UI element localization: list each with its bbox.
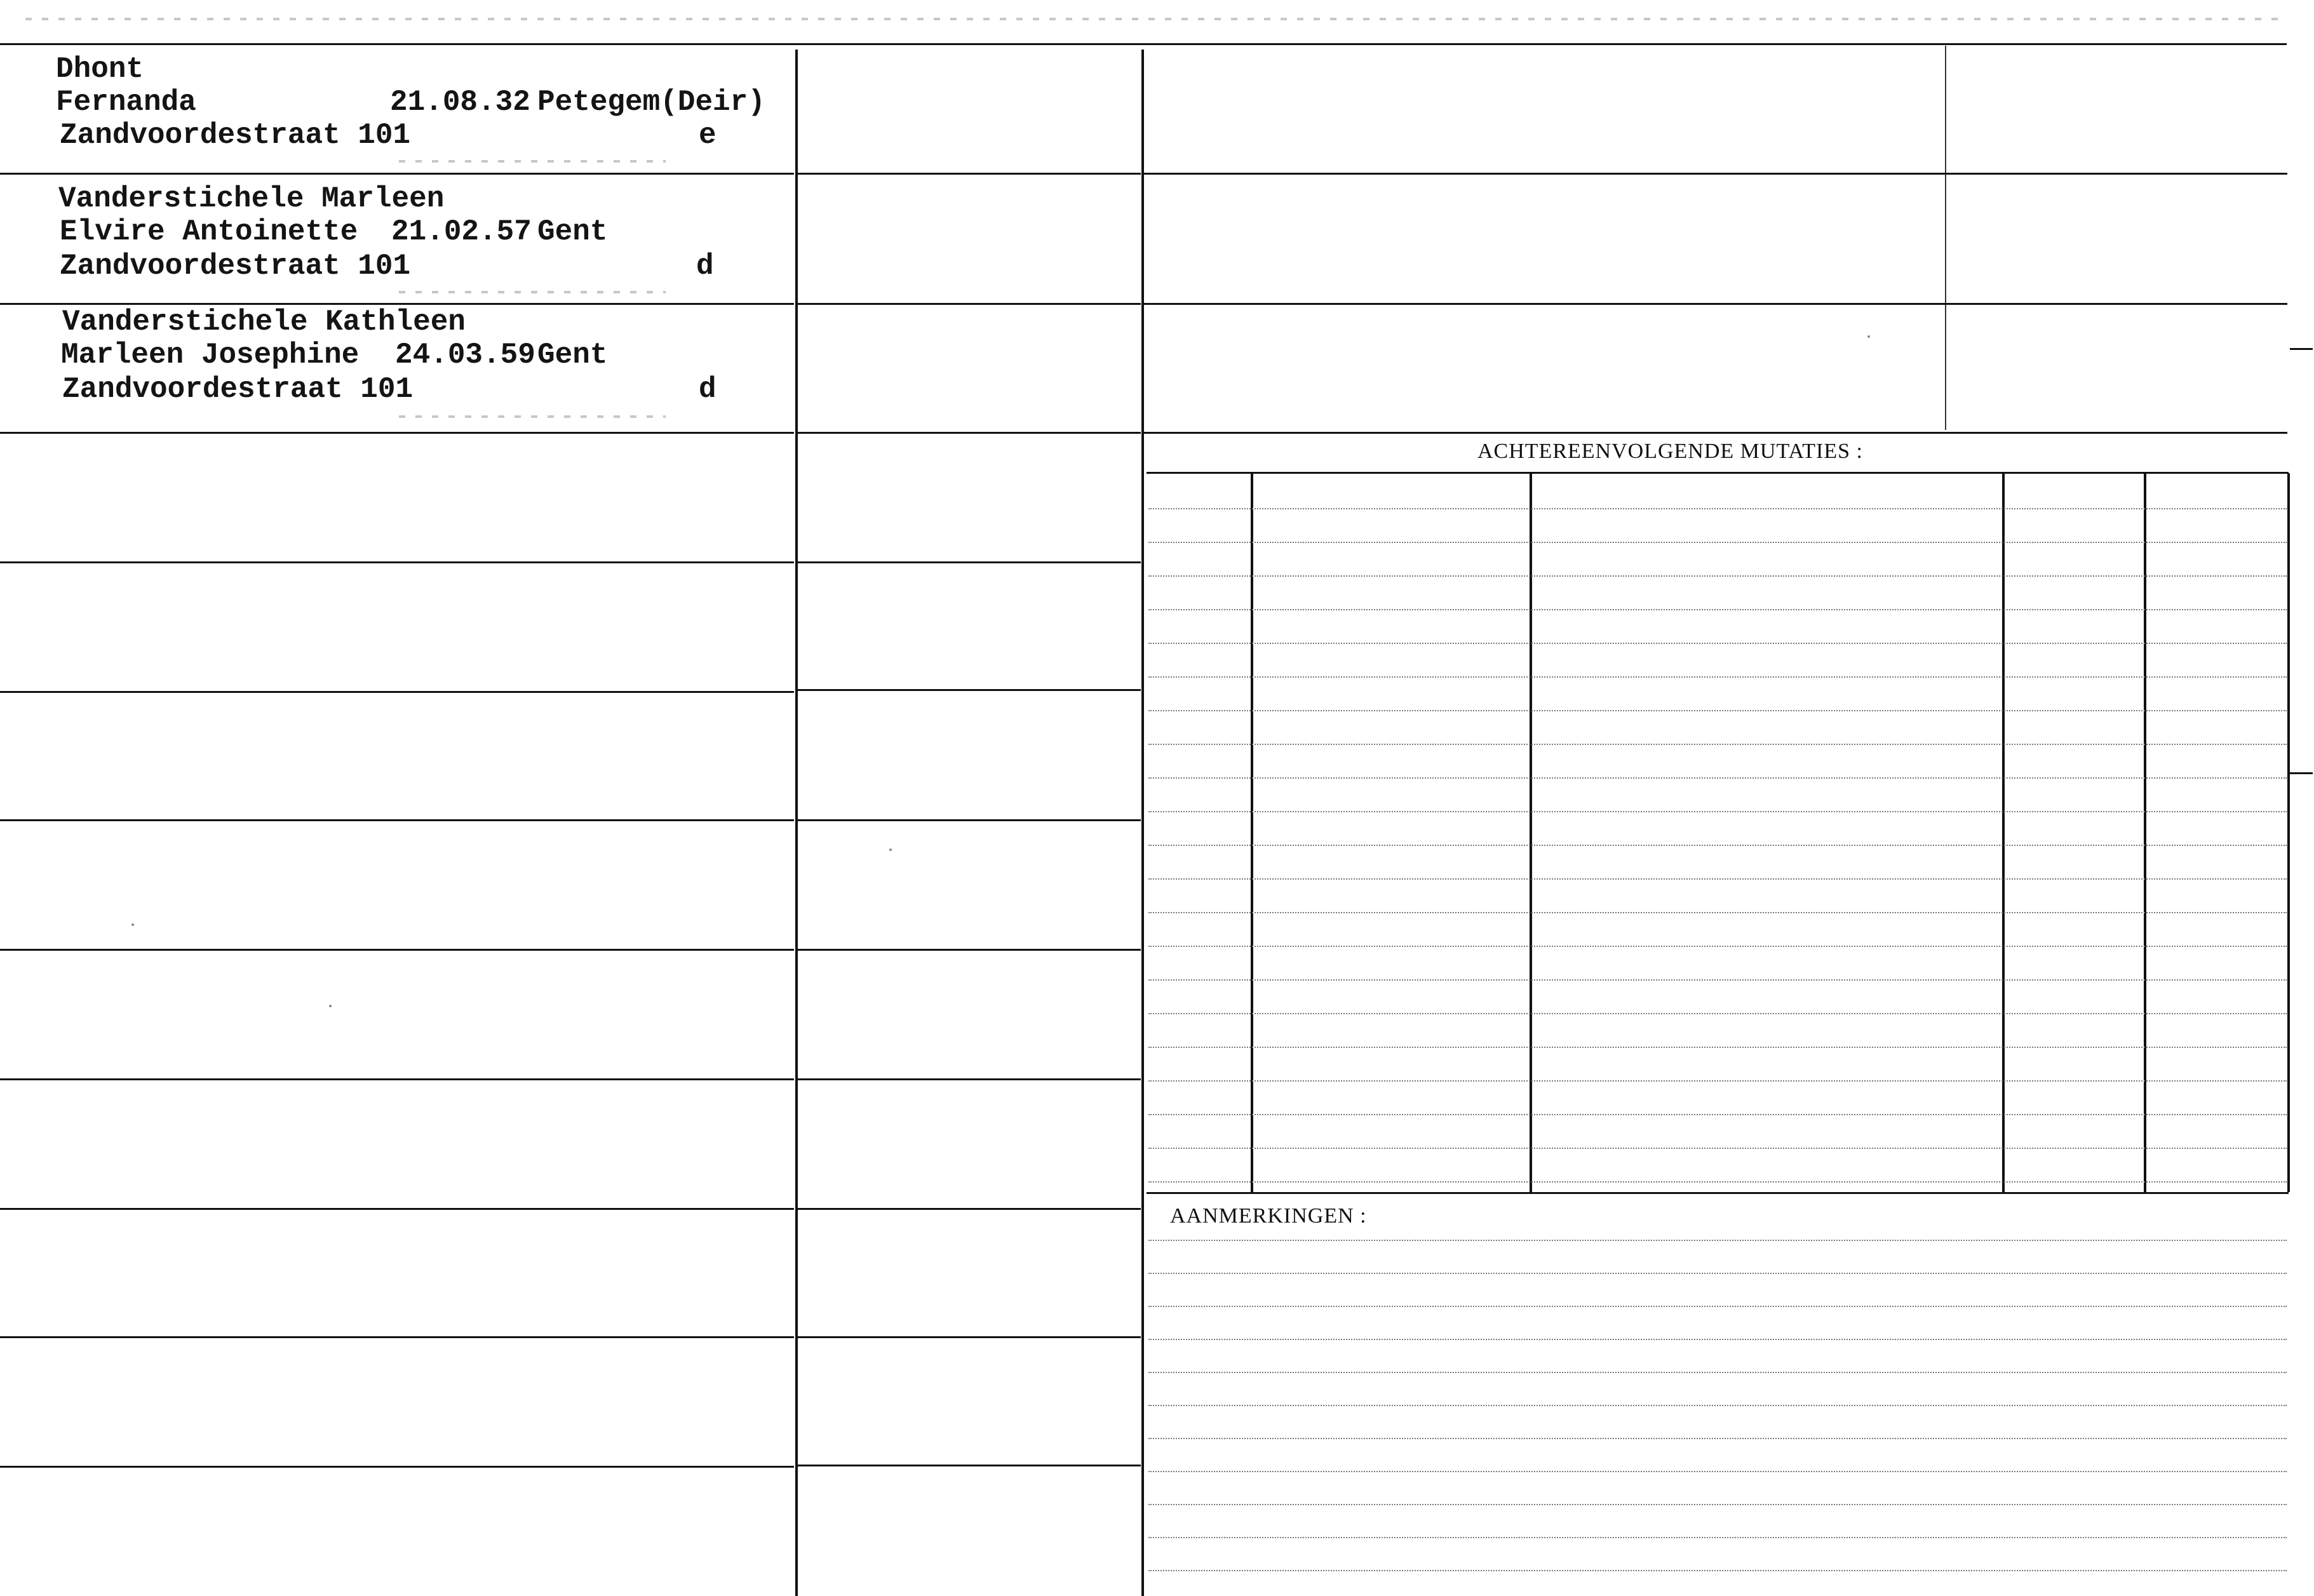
entry-1-surname: Dhont: [56, 53, 144, 86]
mutations-rule-line: [1148, 1114, 2287, 1115]
mutations-rule-line: [1148, 676, 2287, 678]
mutations-col-1: [1251, 473, 1253, 1192]
mid-row-line-6: [798, 819, 1141, 821]
row-line-10: [0, 1336, 794, 1338]
column-divider-2: [1141, 50, 1144, 1596]
mid-row-line-11: [798, 1465, 1141, 1466]
mutations-rule-line: [1148, 609, 2287, 610]
mutations-rule-line: [1148, 1080, 2287, 1082]
entry-1-code: e: [699, 119, 716, 152]
remarks-rule-line: [1148, 1306, 2287, 1307]
row-line-1: [0, 173, 794, 175]
row-line-3: [0, 432, 794, 434]
entry-1-address: Zandvoordestraat 101: [60, 119, 411, 152]
entry-3-surname: Vanderstichele Kathleen: [62, 305, 466, 339]
entry-3-birth-place: Gent: [537, 339, 608, 372]
mutations-rule-line: [1148, 1181, 2287, 1183]
mutations-col-4: [2144, 473, 2146, 1192]
mutations-rule-line: [1148, 508, 2287, 509]
entry-3-code: d: [699, 373, 716, 406]
mid-row-line-9: [798, 1208, 1141, 1210]
remarks-rule-line: [1148, 1339, 2287, 1340]
entry-2-given-names: Elvire Antoinette: [60, 215, 358, 248]
row-line-2: [0, 303, 794, 305]
entry-1-birth-date: 21.08.32: [390, 86, 530, 119]
remarks-rule-line: [1148, 1372, 2287, 1373]
row-line-4: [0, 561, 794, 563]
entry-2-birth-date: 21.02.57: [391, 215, 532, 248]
mid-row-line-8: [798, 1078, 1141, 1080]
row-line-5: [0, 691, 794, 693]
column-divider-3: [1945, 46, 1946, 430]
remarks-rule-line: [1148, 1504, 2287, 1505]
entry-2-code: d: [696, 250, 714, 283]
entry-2-birth-place: Gent: [537, 215, 608, 248]
entry-3-address: Zandvoordestraat 101: [62, 373, 414, 406]
remarks-rule-line: [1148, 1537, 2287, 1538]
mutations-rule-line: [1148, 575, 2287, 577]
right-row-line-3: [1144, 432, 2287, 434]
mid-row-line-4: [798, 561, 1141, 563]
mutations-rule-line: [1148, 1047, 2287, 1048]
remarks-rule-line: [1148, 1471, 2287, 1472]
mutations-rule-line: [1148, 710, 2287, 711]
column-divider-1: [795, 50, 798, 1596]
mutations-col-3: [2002, 473, 2005, 1192]
mid-row-line-2: [798, 303, 1141, 305]
mutations-bottom-border: [1147, 1192, 2289, 1194]
remarks-rule-line: [1148, 1405, 2287, 1406]
mutations-rule-line: [1148, 878, 2287, 880]
right-row-line-2: [1144, 303, 2287, 305]
mid-row-line-5: [798, 689, 1141, 691]
entry-1-given-names: Fernanda: [56, 86, 196, 119]
row-line-6: [0, 819, 794, 821]
entry-3-stamp-residue: [399, 415, 666, 418]
mutations-top-border: [1147, 472, 2289, 474]
mutations-rule-line: [1148, 643, 2287, 644]
margin-mark-2: [2290, 772, 2313, 774]
entry-1-birth-place: Petegem(Deir): [537, 86, 765, 119]
remarks-title: AANMERKINGEN :: [1170, 1204, 1367, 1228]
remarks-rule-line: [1148, 1570, 2287, 1571]
mid-row-line-7: [798, 949, 1141, 951]
scan-speck: [131, 923, 134, 926]
mutations-rule-line: [1148, 744, 2287, 745]
mutations-rule-line: [1148, 542, 2287, 543]
mutations-rule-line: [1148, 777, 2287, 779]
mutations-rule-line: [1148, 845, 2287, 846]
remarks-rule-line: [1148, 1438, 2287, 1439]
mid-row-line-1: [798, 173, 1141, 175]
scan-speck: [1867, 335, 1870, 338]
remarks-rule-line: [1148, 1240, 2287, 1241]
mutations-title: ACHTEREENVOLGENDE MUTATIES :: [1477, 439, 1863, 463]
row-line-9: [0, 1208, 794, 1210]
entry-1-stamp-residue: [399, 160, 666, 163]
mutations-rule-line: [1148, 1148, 2287, 1149]
mid-row-line-10: [798, 1336, 1141, 1338]
top-edge-smudge: [25, 18, 2287, 20]
entry-3-birth-date: 24.03.59: [395, 339, 535, 372]
margin-mark-1: [2290, 348, 2313, 350]
top-border: [0, 43, 2287, 45]
mutations-rule-line: [1148, 946, 2287, 947]
row-line-7: [0, 949, 794, 951]
entry-2-stamp-residue: [399, 291, 666, 293]
mutations-col-5: [2287, 473, 2290, 1192]
row-line-11: [0, 1466, 794, 1468]
entry-3-given-names: Marleen Josephine: [61, 339, 360, 372]
mutations-rule-line: [1148, 979, 2287, 981]
row-line-8: [0, 1078, 794, 1080]
mutations-rule-line: [1148, 1013, 2287, 1014]
mutations-rule-line: [1148, 811, 2287, 812]
mutations-col-2: [1530, 473, 1532, 1192]
right-row-line-1: [1144, 173, 2287, 175]
remarks-rule-line: [1148, 1273, 2287, 1274]
scan-speck: [889, 848, 892, 851]
mid-row-line-3: [798, 432, 1141, 434]
mutations-rule-line: [1148, 912, 2287, 913]
entry-2-address: Zandvoordestraat 101: [60, 250, 411, 283]
entry-2-surname: Vanderstichele Marleen: [58, 182, 445, 215]
scan-speck: [329, 1005, 332, 1007]
